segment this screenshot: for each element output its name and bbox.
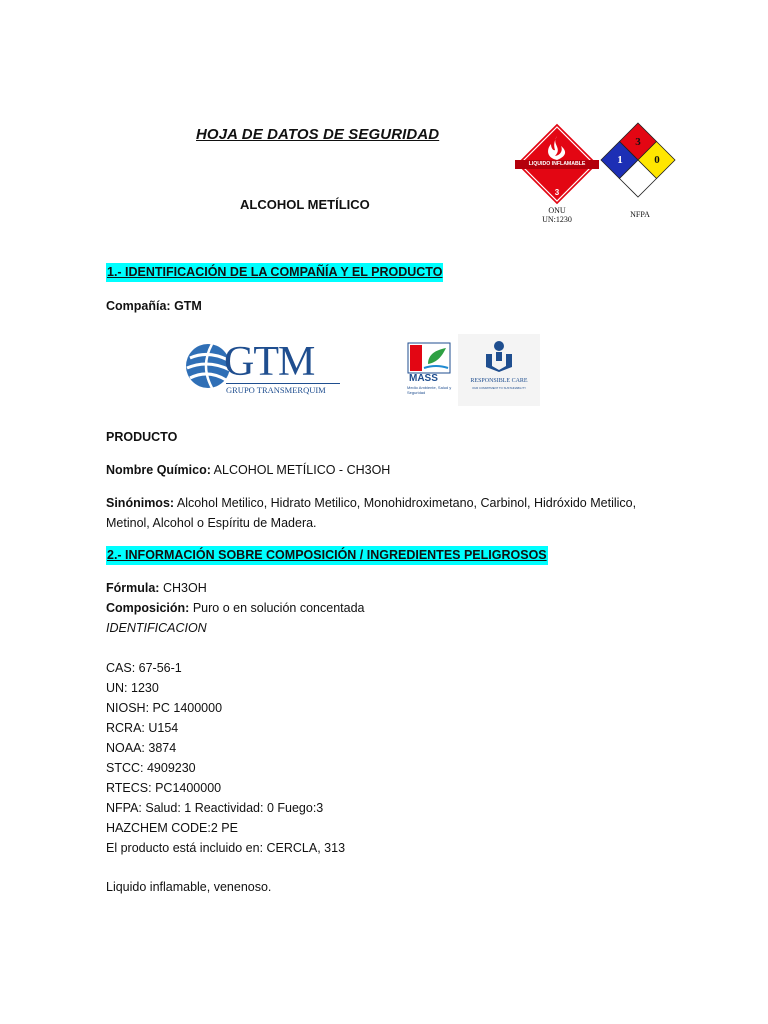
hazard-note: Liquido inflamable, venenoso. <box>106 880 272 894</box>
chemical-name-value: ALCOHOL METÍLICO - CH3OH <box>213 463 391 477</box>
identification-heading: IDENTIFICACION <box>106 621 207 635</box>
identifier-hazchem: HAZCHEM CODE:2 PE <box>106 821 238 835</box>
company-line <box>106 296 202 316</box>
identifier-rcra: RCRA: U154 <box>106 721 179 735</box>
company-label: Compañía: <box>106 299 171 313</box>
identifier-rtecs: RTECS: PC1400000 <box>106 781 222 795</box>
chemical-name-label: Nombre Químico: <box>106 463 211 477</box>
identifier-cas: CAS: 67-56-1 <box>106 661 182 675</box>
responsible-care-logo <box>458 334 540 406</box>
gtm-wordmark: GTM <box>224 339 315 385</box>
nfpa-health-value: 1 <box>617 154 623 166</box>
identifier-stcc: STCC: 4909230 <box>106 761 196 775</box>
responsible-care-subtitle: OUR COMMITMENT TO SUSTAINABILITY <box>472 386 526 390</box>
page-title: HOJA DE DATOS DE SEGURIDAD <box>196 126 440 143</box>
product-heading: PRODUCTO <box>106 430 178 444</box>
chemical-name-line <box>106 460 390 480</box>
identifier-noaa: NOAA: 3874 <box>106 741 177 755</box>
mass-emblem-icon <box>406 342 452 374</box>
synonyms-value-1: Alcohol Metilico, Hidrato Metilico, Monohidroximetano, Carbinol, Hidróxido Metilico, <box>176 496 637 510</box>
synonyms-value-2: Metinol, Alcohol o Espíritu de Madera. <box>106 516 317 530</box>
responsible-care-icon <box>484 340 514 372</box>
identifier-nfpa: NFPA: Salud: 1 Reactividad: 0 Fuego:3 <box>106 801 324 815</box>
composition-value: Puro o en solución concentada <box>192 601 365 615</box>
gtm-subtitle: GRUPO TRANSMERQUIM <box>226 383 340 395</box>
mass-logo <box>406 342 452 400</box>
flammable-liquid-placard <box>515 122 599 206</box>
section-1-heading: 1.- IDENTIFICACIÓN DE LA COMPAÑÍA Y EL PRODUCTO <box>106 263 443 282</box>
placard-caption-onu: ONU <box>548 206 566 215</box>
formula-line <box>106 578 207 598</box>
identifier-list <box>106 658 345 858</box>
responsible-care-wordmark: RESPONSIBLE CARE <box>470 378 528 384</box>
nfpa-reactivity-value: 0 <box>654 154 660 166</box>
nfpa-fire-value: 3 <box>635 136 641 148</box>
identifier-niosh: NIOSH: PC 1400000 <box>106 701 223 715</box>
identifier-cercla: El producto está incluido en: CERCLA, 313 <box>106 841 346 855</box>
section-2-heading: 2.- INFORMACIÓN SOBRE COMPOSICIÓN / INGREDIENTES PELIGROSOS <box>106 546 548 565</box>
synonyms-label: Sinónimos: <box>106 496 175 510</box>
formula-label: Fórmula: <box>106 581 160 595</box>
placard-label: LIQUIDO INFLAMABLE <box>528 161 586 167</box>
mass-subtitle: Medio Ambiente, Salud y Seguridad <box>407 385 452 395</box>
nfpa-caption: NFPA <box>630 210 650 219</box>
placard-class: 3 <box>554 188 560 197</box>
mass-wordmark: MASS <box>409 373 438 384</box>
nfpa-diamond <box>600 122 676 198</box>
company-value: GTM <box>174 299 202 313</box>
product-name: ALCOHOL METÍLICO <box>240 197 370 212</box>
placard-caption-un: UN:1230 <box>542 215 572 224</box>
identifier-un: UN: 1230 <box>106 681 159 695</box>
formula-value: CH3OH <box>162 581 207 595</box>
composition-label: Composición: <box>106 601 190 615</box>
composition-line <box>106 598 364 618</box>
synonyms-line <box>106 493 666 513</box>
gtm-logo <box>184 340 344 400</box>
